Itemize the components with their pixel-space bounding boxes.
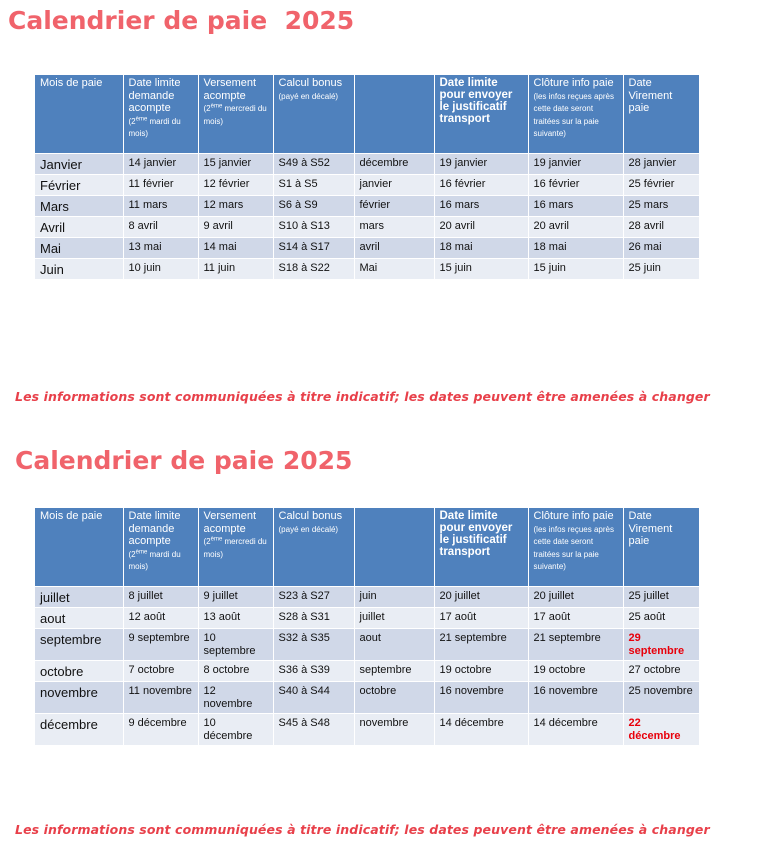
cell-advance-payment: 15 janvier <box>198 153 273 174</box>
cell-bonus-weeks: S23 à S27 <box>273 586 354 607</box>
cell-transport-deadline: 16 novembre <box>434 681 528 713</box>
table-row <box>35 174 699 195</box>
cell-bonus-weeks: S36 à S39 <box>273 660 354 681</box>
header-empty <box>354 75 434 153</box>
cell-bonus-month: février <box>354 195 434 216</box>
cell-advance-payment: 11 juin <box>198 258 273 279</box>
cell-transfer-date: 25 mars <box>623 195 699 216</box>
cell-month: Janvier <box>35 153 123 174</box>
cell-advance-payment: 8 octobre <box>198 660 273 681</box>
cell-month: Mai <box>35 237 123 258</box>
cell-transport-deadline: 16 mars <box>434 195 528 216</box>
cell-advance-payment: 12 février <box>198 174 273 195</box>
cell-payroll-closing: 16 mars <box>528 195 623 216</box>
cell-payroll-closing: 16 novembre <box>528 681 623 713</box>
header-bonus-calc: Calcul bonus (payé en décalé) <box>273 75 354 153</box>
cell-advance-deadline: 14 janvier <box>123 153 198 174</box>
cell-bonus-weeks: S6 à S9 <box>273 195 354 216</box>
page-title-h1: Calendrier de paie 2025 <box>8 6 355 35</box>
cell-advance-deadline: 7 octobre <box>123 660 198 681</box>
cell-bonus-month: octobre <box>354 681 434 713</box>
cell-advance-deadline: 11 février <box>123 174 198 195</box>
header-bonus-calc: Calcul bonus (payé en décalé) <box>273 508 354 586</box>
cell-transfer-date: 28 avril <box>623 216 699 237</box>
cell-month: Février <box>35 174 123 195</box>
cell-month: aout <box>35 607 123 628</box>
cell-transfer-date: 29 septembre <box>623 628 699 660</box>
cell-bonus-weeks: S10 à S13 <box>273 216 354 237</box>
cell-month: Juin <box>35 258 123 279</box>
payroll-calendar-table-h2 <box>35 508 700 745</box>
cell-advance-deadline: 9 décembre <box>123 713 198 745</box>
cell-transfer-date: 25 août <box>623 607 699 628</box>
cell-advance-payment: 10 décembre <box>198 713 273 745</box>
cell-payroll-closing: 18 mai <box>528 237 623 258</box>
disclaimer-note: Les informations sont communiquées à titre indicatif; les dates peuvent être amenées à changer <box>15 822 710 837</box>
cell-bonus-month: juillet <box>354 607 434 628</box>
cell-transport-deadline: 17 août <box>434 607 528 628</box>
cell-bonus-month: décembre <box>354 153 434 174</box>
table-row <box>35 237 699 258</box>
cell-advance-deadline: 10 juin <box>123 258 198 279</box>
cell-advance-deadline: 8 juillet <box>123 586 198 607</box>
cell-payroll-closing: 20 juillet <box>528 586 623 607</box>
cell-payroll-closing: 21 septembre <box>528 628 623 660</box>
table-body <box>35 153 699 279</box>
cell-payroll-closing: 19 janvier <box>528 153 623 174</box>
cell-advance-payment: 10 septembre <box>198 628 273 660</box>
table-row <box>35 153 699 174</box>
cell-transport-deadline: 19 janvier <box>434 153 528 174</box>
cell-transfer-date: 25 novembre <box>623 681 699 713</box>
cell-advance-deadline: 11 mars <box>123 195 198 216</box>
cell-advance-deadline: 11 novembre <box>123 681 198 713</box>
cell-transport-deadline: 19 octobre <box>434 660 528 681</box>
table-row <box>35 216 699 237</box>
cell-bonus-month: mars <box>354 216 434 237</box>
cell-advance-payment: 9 avril <box>198 216 273 237</box>
table-row <box>35 607 699 628</box>
cell-bonus-weeks: S18 à S22 <box>273 258 354 279</box>
cell-transfer-date: 27 octobre <box>623 660 699 681</box>
header-month: Mois de paie <box>35 75 123 153</box>
cell-advance-payment: 13 août <box>198 607 273 628</box>
cell-payroll-closing: 19 octobre <box>528 660 623 681</box>
table-row <box>35 628 699 660</box>
cell-bonus-month: novembre <box>354 713 434 745</box>
cell-transfer-date: 28 janvier <box>623 153 699 174</box>
header-transfer-date: Date Virement paie <box>623 508 699 586</box>
cell-transport-deadline: 21 septembre <box>434 628 528 660</box>
cell-bonus-weeks: S40 à S44 <box>273 681 354 713</box>
cell-transfer-date: 25 juillet <box>623 586 699 607</box>
table-row <box>35 586 699 607</box>
header-transport-deadline: Date limite pour envoyer le justificatif transport <box>434 508 528 586</box>
cell-advance-payment: 14 mai <box>198 237 273 258</box>
cell-bonus-month: janvier <box>354 174 434 195</box>
table-row <box>35 713 699 745</box>
table-row <box>35 195 699 216</box>
cell-bonus-month: Mai <box>354 258 434 279</box>
cell-bonus-weeks: S1 à S5 <box>273 174 354 195</box>
cell-payroll-closing: 14 décembre <box>528 713 623 745</box>
cell-advance-deadline: 12 août <box>123 607 198 628</box>
cell-bonus-weeks: S14 à S17 <box>273 237 354 258</box>
cell-payroll-closing: 16 février <box>528 174 623 195</box>
cell-transport-deadline: 20 juillet <box>434 586 528 607</box>
cell-bonus-weeks: S49 à S52 <box>273 153 354 174</box>
cell-bonus-weeks: S28 à S31 <box>273 607 354 628</box>
header-advance-deadline: Date limite demande acompte (2ème mardi du mois) <box>123 75 198 153</box>
cell-transfer-date: 25 février <box>623 174 699 195</box>
cell-advance-deadline: 8 avril <box>123 216 198 237</box>
table-header-row <box>35 508 699 586</box>
cell-advance-payment: 12 mars <box>198 195 273 216</box>
cell-bonus-month: septembre <box>354 660 434 681</box>
cell-bonus-weeks: S45 à S48 <box>273 713 354 745</box>
header-payroll-closing: Clôture info paie (les infos reçues après cette date seront traitées sur la paie suivante) <box>528 508 623 586</box>
cell-advance-payment: 12 novembre <box>198 681 273 713</box>
page-title-h2: Calendrier de paie 2025 <box>15 446 353 475</box>
header-payroll-closing: Clôture info paie (les infos reçues après cette date seront traitées sur la paie suivante) <box>528 75 623 153</box>
header-advance-payment: Versement acompte (2ème mercredi du mois) <box>198 508 273 586</box>
cell-bonus-month: avril <box>354 237 434 258</box>
cell-transport-deadline: 14 décembre <box>434 713 528 745</box>
cell-bonus-month: juin <box>354 586 434 607</box>
cell-advance-payment: 9 juillet <box>198 586 273 607</box>
header-transfer-date: Date Virement paie <box>623 75 699 153</box>
cell-month: Mars <box>35 195 123 216</box>
table-body <box>35 586 699 745</box>
cell-month: septembre <box>35 628 123 660</box>
table-row <box>35 660 699 681</box>
cell-payroll-closing: 20 avril <box>528 216 623 237</box>
header-advance-payment: Versement acompte (2ème mercredi du mois) <box>198 75 273 153</box>
cell-bonus-weeks: S32 à S35 <box>273 628 354 660</box>
payroll-calendar-table-h1 <box>35 75 700 279</box>
cell-payroll-closing: 15 juin <box>528 258 623 279</box>
cell-month: novembre <box>35 681 123 713</box>
header-month: Mois de paie <box>35 508 123 586</box>
table-row <box>35 258 699 279</box>
cell-month: juillet <box>35 586 123 607</box>
header-transport-deadline: Date limite pour envoyer le justificatif transport <box>434 75 528 153</box>
cell-month: Avril <box>35 216 123 237</box>
cell-transport-deadline: 16 février <box>434 174 528 195</box>
cell-month: décembre <box>35 713 123 745</box>
cell-advance-deadline: 13 mai <box>123 237 198 258</box>
header-empty <box>354 508 434 586</box>
cell-payroll-closing: 17 août <box>528 607 623 628</box>
cell-transfer-date: 25 juin <box>623 258 699 279</box>
disclaimer-note: Les informations sont communiquées à titre indicatif; les dates peuvent être amenées à changer <box>15 389 710 404</box>
cell-transport-deadline: 18 mai <box>434 237 528 258</box>
cell-month: octobre <box>35 660 123 681</box>
header-advance-deadline: Date limite demande acompte (2ème mardi du mois) <box>123 508 198 586</box>
cell-bonus-month: aout <box>354 628 434 660</box>
cell-transport-deadline: 20 avril <box>434 216 528 237</box>
cell-advance-deadline: 9 septembre <box>123 628 198 660</box>
table-header-row <box>35 75 699 153</box>
cell-transport-deadline: 15 juin <box>434 258 528 279</box>
cell-transfer-date: 26 mai <box>623 237 699 258</box>
cell-transfer-date: 22 décembre <box>623 713 699 745</box>
table-row <box>35 681 699 713</box>
